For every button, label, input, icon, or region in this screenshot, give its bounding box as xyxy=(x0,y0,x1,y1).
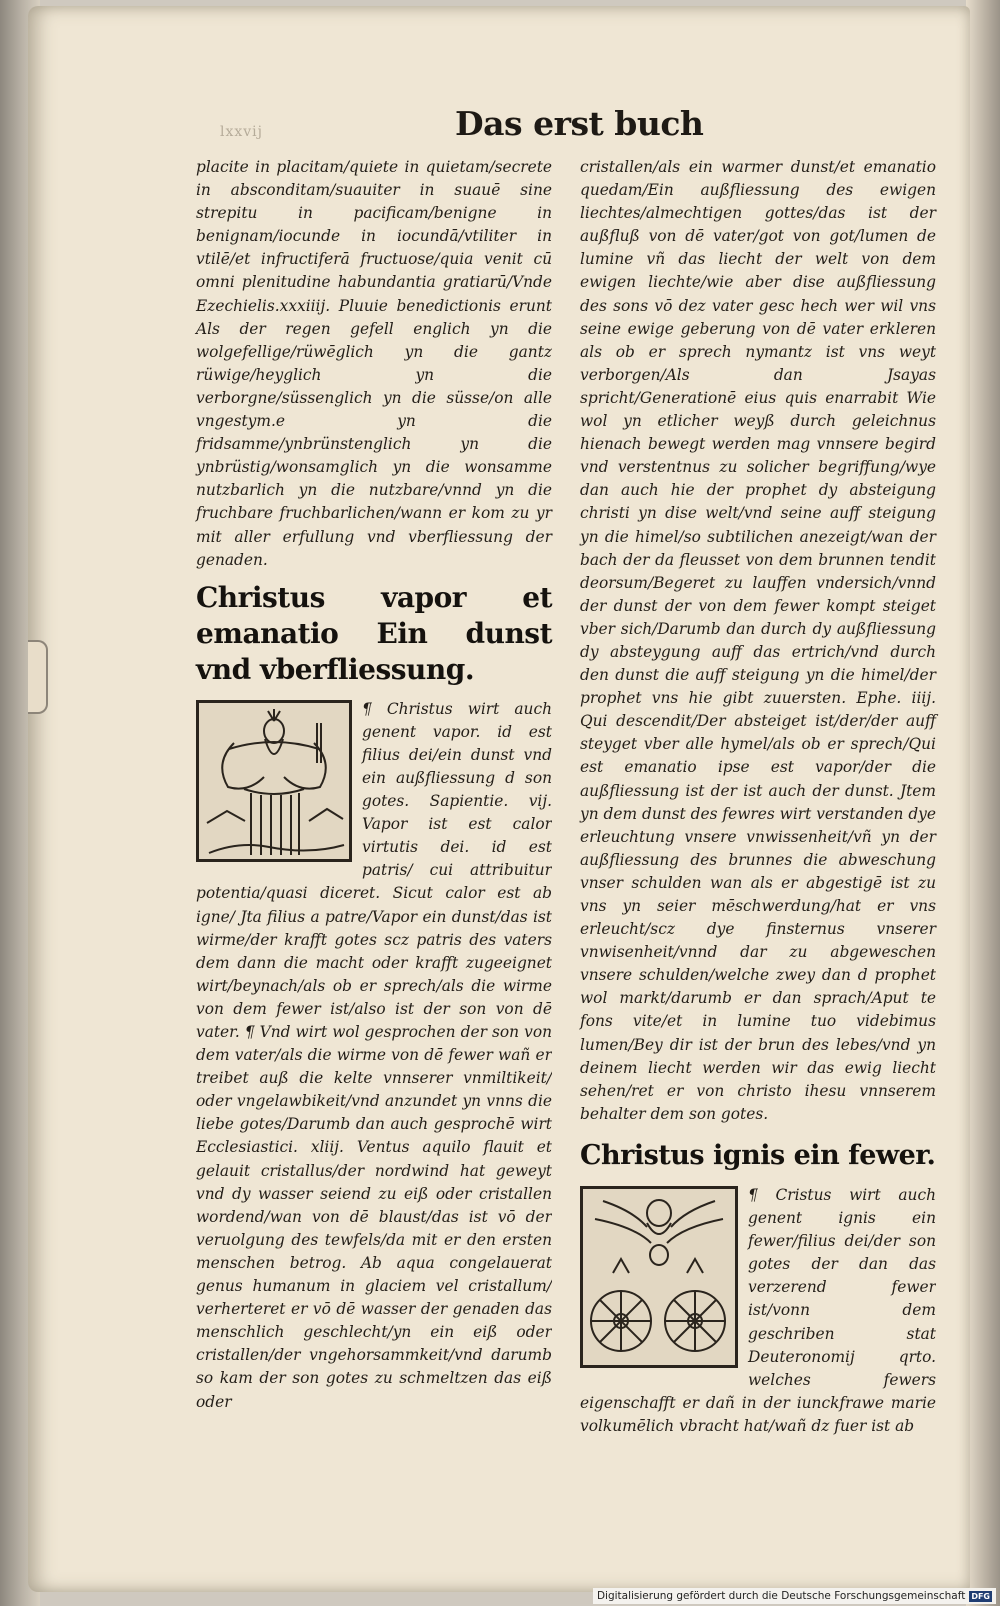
right-page-edge xyxy=(966,0,1000,1606)
right-paragraph: cristallen/als ein warmer dunst/et emanatio quedam/Ein außfliessung des ewigen liechtes/almechtigen gottes/das ist der außfluß von dē vater/got von got/lumen de lumine vñ das liecht der welt von dem ewigen liechte/wie aber dise außfliessung des sons vō dez vater gesc hech wer wil vns seine ewige geberung von dē vater erkleren als ob er sprech nymantz ist vns weyt verborgen/Als dan Jsayas spricht/Generationē eius quis enarrabit Wie wol yn etlicher weyß durch geleichnus hienach bewegt werden mag vnnsere begird vnd verstentnus zu solicher begriffung/wye dan auch hie der prophet dy absteigung christi yn dise welt/vnd seine auff steigung yn die himel/so subtilichen anezeigt/wan der bach der da fleusset von dem brunnen tendit deorsum/Begeret zu lauffen vndersich/vnnd der dunst der von dem fewer kompt steiget vber sich/Darumb dan durch dy außfliessung dy absteygung auff das ertrich/vnd durch den dunst die auff steigung yn die himel/der prophet vns hie gibt zuuersten. Ephe. iiij. Qui descendit/Der absteiget ist/der/der auff steyget vber alle hymel/als ob er sprech/Qui est emanatio ipse est vapor/der die außfliessung ist der ist auch der dunst. Jtem yn dem dunst des fewres wirt verstanden dye erleuchtung vnsere vnwissenheit/vñ yn der außfliessung des brunnes die abweschung vnser schulden wan als er abgestigē ist zu vns yn seier mēschwerdung/hat er vns erleucht/scz dye finsternus vnserer vnwisenheit/vnnd dar zu abgeweschen vnsere schulden/welche zwey dan d prophet wol markt/darumb er dan sprach/Aput te fons vite/et in lumine tuo videbimus lumen/Bey dir ist der brun des lebes/vnd yn deinem liecht werden wir das ewig liecht sehen/ret er von christo ihesu vnnserem behalter dem son gotes. xyxy=(580,158,936,1123)
figure-block-vapor xyxy=(196,698,552,1414)
dfg-logo-badge: DFG xyxy=(971,1591,990,1601)
running-head: Das erst buch xyxy=(455,104,704,143)
folio-number: lxxvij xyxy=(220,124,263,140)
section-heading-vapor: Christus vapor et emanatio Ein dunst vnd vberfliessung. xyxy=(196,580,552,686)
right-column xyxy=(580,156,936,1438)
woodcut-christ-figure xyxy=(196,700,352,862)
credit-text: Digitalisierung gefördert durch die Deutsche Forschungsgemeinschaft xyxy=(596,1590,966,1602)
page-tab-marker xyxy=(28,640,48,714)
figure-text-vapor: ¶ Christus wirt auch genent vapor. id est filius dei/ein dunst vnd ein außfliessung d son gotes. Sapientie. vij. Vapor ist est calor virtutis dei. id est patris/ cui attribuitur potentia/quasi diceret. Sicut calor est ab igne/ Jta filius a patre/Vapor ein dunst/das ist wirme/der krafft gotes scz patris des vaters dem dann die macht oder krafft zugeeignet wirt/beynach/als ob er sprech/als die wirme von dem fewer ist/also ist der son von dē vater. ¶ Vnd wirt wol gesprochen der son von dem vater/als die wirme von dē fewer wañ er treibet auß die kelte vnnserer vnmiltikeit/ oder vngelawbikeit/vnd anzundet yn vnns die liebe gotes/Darumb dan auch gesprochē wirt Ecclesiastici. xliij. Ventus aquilo flauit et gelauit cristallus/der nordwind hat geweyt vnd dy wasser seiend zu eiß oder cristallen wordend/wan von dē blaust/das ist vō der veruolgung des tewfels/da mit er den ersten menschen betrog. Ab aqua congelauerat genus humanum in glaciem vel cristallum/ verherteret er vō dē wasser der genaden das menschlich geschlecht/yn ein eiß oder cristallen/der vngehorsammkeit/vnd darumb so kam der son gotes zu schmeltzen das eiß oder xyxy=(196,699,552,1411)
digitization-credit xyxy=(593,1588,996,1604)
left-paragraph: placite in placitam/quiete in quietam/secrete in absconditam/suauiter in suauē sine strepitu in pacificam/benigne in benignam/iocunde in iocundā/vtiliter in vtilē/et infructiferā fructuose/quia venit cū omni plenitudine habundantia gratiarū/Vnde Ezechielis.xxxiiij. Pluuie benedictionis erunt Als der regen gefell englich yn die wolgefellige/rüwēglich yn die gantz rüwige/heyglich yn die verborgne/süssenglich yn die süsse/on alle vngestym.e yn die fridsamme/ynbrünstenglich yn die ynbrüstig/wonsamglich yn die wonsamme nutzbarlich yn die nutzbare/vnnd yn die fruchbare fruchbarlichen/wann er kom zu yr mit aller erfullung vnd vberfliessung der genaden. xyxy=(196,158,552,569)
section-heading-ignis: Christus ignis ein fewer. xyxy=(580,1139,936,1171)
figure-text-ignis: ¶ Cristus wirt auch genent ignis ein fewer/filius dei/der son gotes der dan das verzerend fewer ist/vonn dem geschriben stat Deuteronomij qrto. welches fewers eigenschafft er dañ in der iunckfrawe marie volkumēlich vbracht hat/wañ dz fuer ist ab xyxy=(580,1185,936,1435)
left-column xyxy=(196,156,552,1414)
figure-block-ignis xyxy=(580,1184,936,1438)
woodcut-wheels-figure xyxy=(580,1186,738,1368)
